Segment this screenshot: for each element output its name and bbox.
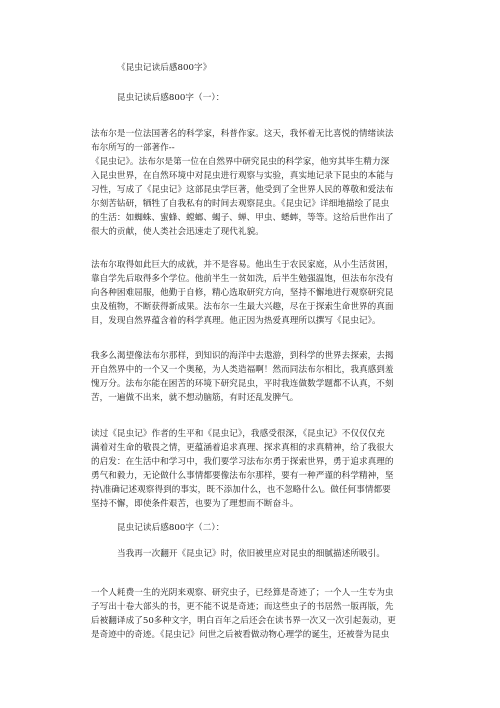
section-heading-1: 昆虫记读后感800字（一）： (117, 93, 225, 103)
paragraph-line: 满着对生命的敬畏之情，更蕴涵着追求真理、探求真相的求真精神，给了我很大 (91, 443, 394, 453)
paragraph-line: 尔刻苦钻研，牺牲了自我私有的时间去观察昆虫。《昆虫记》详细地描绘了昆虫 (91, 199, 390, 209)
paragraph-line: 后被翻译成了50多种文字，明白百年之后还会在读书界一次又一次引起轰动，更 (91, 616, 396, 626)
document-title: 《昆虫记读后感800字》 (117, 63, 212, 73)
paragraph-line: 习性，写成了《昆虫记》这部昆虫学巨著，他受到了全世界人民的尊敬和爱法布 (91, 185, 394, 195)
paragraph-line: 虫及植物，不断获得新成果。法布尔一生最大兴趣，尽在于探索生命世界的真面 (91, 302, 394, 312)
paragraph-line: 苦，一遍做不出来，就不想动脑筋，有时还乱发脾气。 (91, 393, 299, 403)
paragraph-line: 我多么渴望像法布尔那样，到知识的海洋中去遨游，到科学的世界去探索，去揭 (91, 351, 394, 361)
paragraph-line: 入昆虫世界，在自然环境中对昆虫进行观察与实验，真实地记录下昆虫的本能与 (91, 171, 394, 181)
paragraph-line: 的启发：在生活中和学习中，我们要学习法布尔勇于探索世界，勇于追求真理的 (91, 457, 394, 467)
paragraph-line: 法布尔取得如此巨大的成就，并不是容易。他出生于农民家庭，从小生活贫困， (91, 260, 394, 270)
section-heading-2: 昆虫记读后感800字（二）： (117, 523, 225, 533)
paragraph-line: 当我再一次翻开《昆虫记》时，依旧被里应对昆虫的细腻描述所吸引。 (117, 549, 385, 559)
paragraph-line: 法布尔是一位法国著名的科学家，科普作家。这天，我怀着无比喜悦的情绪读法 (91, 129, 394, 139)
paragraph-line: 坚持不懈，即使条件艰苦，也要为了理想而不断奋斗。 (91, 499, 299, 509)
paragraph-line: 目，发现自然界蕴含着的科学真理。他正因为热爱真理所以撰写《昆虫记》。 (91, 316, 381, 326)
paragraph-line: 布尔所写的一部著作-- (91, 143, 175, 153)
paragraph-line: 持\准确记述观察得到的事实，既不添加什么，也不忽略什么\。做任何事情都要 (91, 485, 391, 495)
paragraph-line: 《昆虫记》。法布尔是第一位在自然界中研究昆虫的科学家，他穷其毕生精力深 (91, 157, 390, 167)
paragraph-line: 是奇迹中的奇迹。《昆虫记》问世之后被看做动物心理学的诞生，还被誉为昆虫 (91, 630, 390, 640)
paragraph-line: 勇气和毅力，无论做什么事情都要像法布尔那样，要有一种严谨的科学精神，坚 (91, 471, 394, 481)
paragraph-line: 开自然界中的一个又一个奥秘，为人类造福啊！然而同法布尔相比，我真感到羞 (91, 365, 394, 375)
paragraph-line: 向各种困难屈服，他勤于自修，精心选取研究方向，坚持不懈地进行观察研究昆 (91, 288, 394, 298)
paragraph-line: 愧万分。法布尔能在困苦的环境下研究昆虫，平时我连做数学题都不认真，不刻 (91, 379, 394, 389)
paragraph-line: 靠自学先后取得多个学位。他前半生一贫如洗，后半生勉强温饱，但法布尔没有 (91, 274, 394, 284)
paragraph-line: 子写出十卷大部头的书，更不能不说是奇迹；而这些虫子的书居然一版再版，先 (91, 602, 394, 612)
paragraph-line: 一个人耗费一生的光阴来观察、研究虫子，已经算是奇迹了；一个人一生专为虫 (91, 588, 394, 598)
paragraph-line: 读过《昆虫记》作者的生平和《昆虫记》，我感受很深，《昆虫记》不仅仅仅充 (91, 429, 385, 439)
paragraph-line: 很大的贡献，使人类社会迅速走了现代礼貌。 (91, 227, 264, 237)
paragraph-line: 的生活：如蜘蛛、蜜蜂、螳螂、蝎子、蝉、甲虫、蟋蟀，等等。这给后世作出了 (91, 213, 394, 223)
